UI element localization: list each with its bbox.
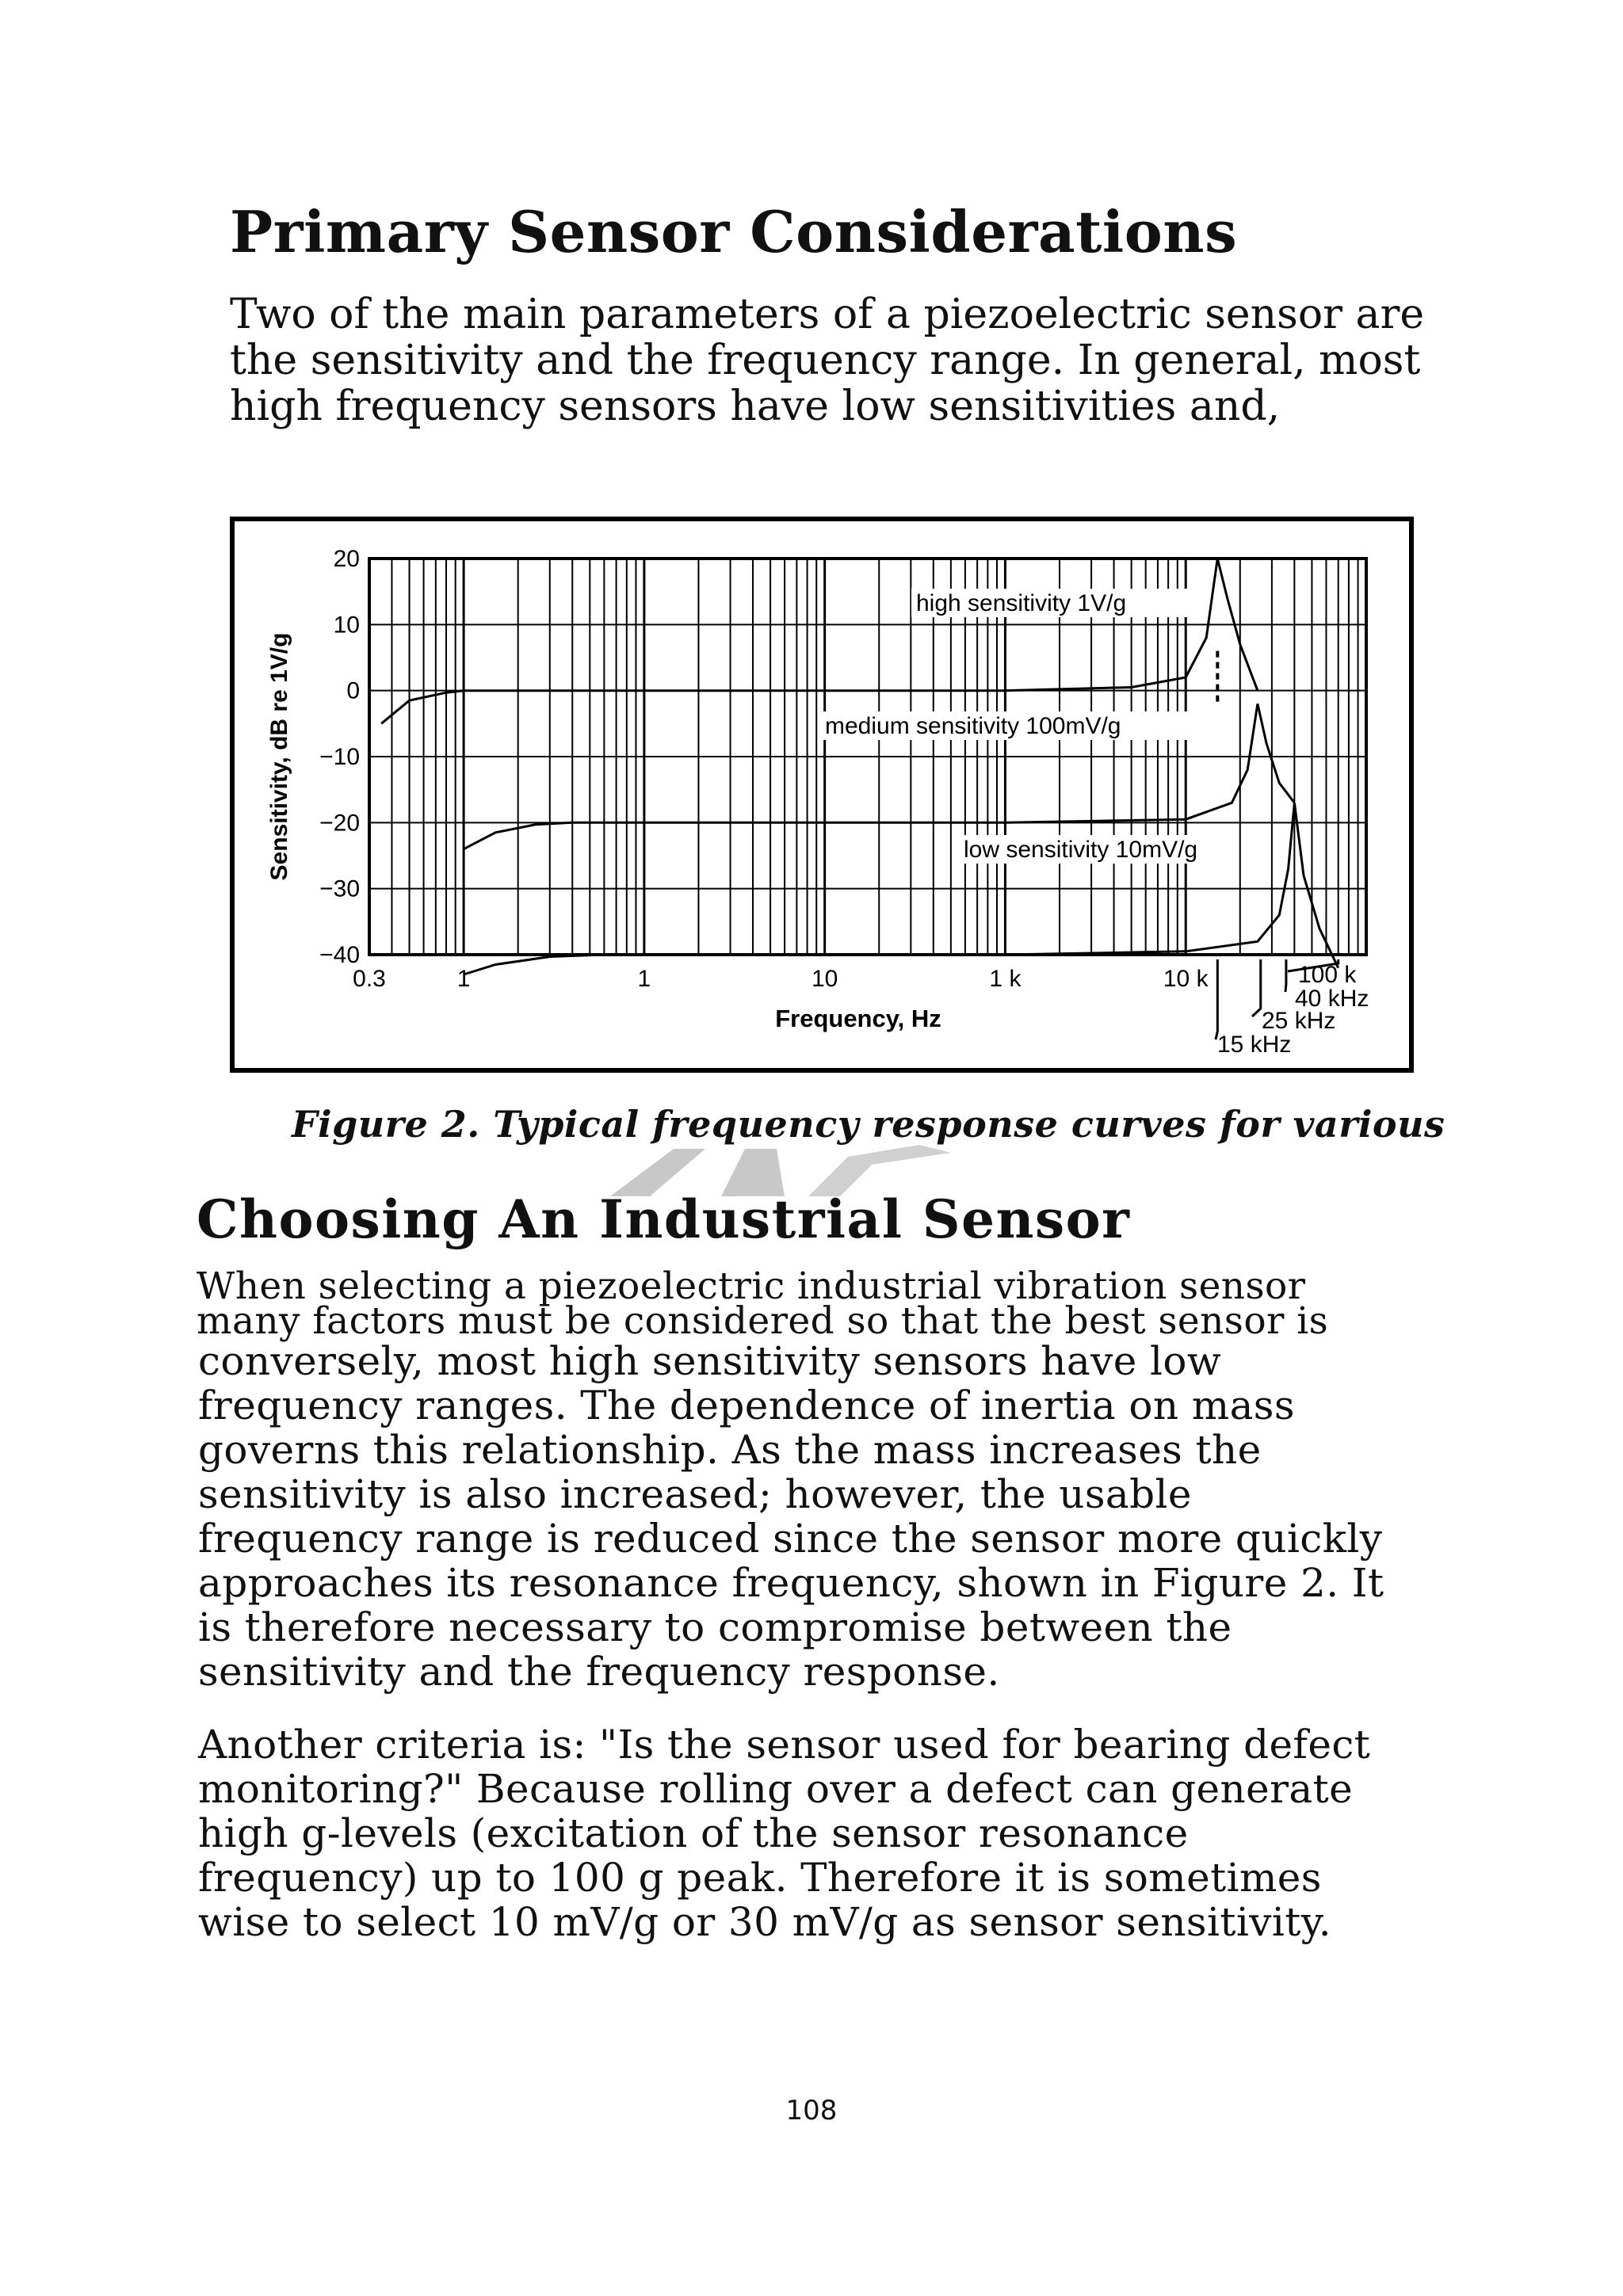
x-tick-label: 1 xyxy=(456,966,471,992)
y-tick-label: 0 xyxy=(346,677,360,704)
intro-line: high frequency sensors have low sensitivities and, xyxy=(230,383,1281,430)
body-line: frequency ranges. The dependence of inertia on mass xyxy=(198,1383,1295,1428)
body-line: monitoring?" Because rolling over a defect can generate xyxy=(198,1766,1354,1812)
resonance-leader-line xyxy=(1216,959,1217,1039)
figure-frame xyxy=(230,517,1414,1073)
x-tick-label: 10 k xyxy=(1163,966,1209,992)
x-tick-label: 10 xyxy=(811,966,838,992)
body-paragraph-bearing xyxy=(198,1722,1370,1944)
section-title: Choosing An Industrial Sensor xyxy=(197,1188,1131,1250)
body-line: sensitivity and the frequency response. xyxy=(198,1649,1000,1695)
intro-paragraph xyxy=(230,292,1424,429)
body-line: frequency) up to 100 g peak. Therefore it is sometimes xyxy=(198,1855,1322,1901)
body-line: is therefore necessary to compromise between the xyxy=(198,1604,1232,1650)
y-tick-label: −20 xyxy=(319,810,360,837)
body-line: frequency range is reduced since the sensor more quickly xyxy=(198,1516,1383,1562)
y-tick-label: 10 xyxy=(333,612,360,639)
series-curve xyxy=(381,559,1258,723)
body-line: conversely, most high sensitivity sensors have low xyxy=(198,1338,1222,1384)
intro-line: the sensitivity and the frequency range. In general, most xyxy=(230,337,1421,384)
page-number: 108 xyxy=(785,2095,838,2126)
y-axis-title: Sensitivity, dB re 1V/g xyxy=(266,632,292,881)
series-label: low sensitivity 10mV/g xyxy=(964,837,1198,863)
resonance-leader-line xyxy=(1252,959,1261,1016)
x-tick-label: 0.3 xyxy=(353,966,386,992)
body-line: sensitivity is also increased; however, the usable xyxy=(198,1471,1192,1517)
series-label: medium sensitivity 100mV/g xyxy=(825,713,1121,739)
figure-caption: Figure 2. Typical frequency response curves for various xyxy=(292,1103,1445,1146)
y-tick-label: −10 xyxy=(319,744,360,770)
x-tick-label: 1 k xyxy=(989,966,1022,992)
x-tick-label: 1 xyxy=(637,966,651,992)
frequency-response-chart xyxy=(235,521,1419,1077)
body-paragraph-sensitivity xyxy=(198,1339,1384,1694)
body-line: governs this relationship. As the mass increases the xyxy=(198,1427,1262,1473)
y-tick-label: −40 xyxy=(319,942,360,968)
section-paragraph xyxy=(197,1266,1328,1342)
resonance-leader-line xyxy=(1285,959,1286,992)
page-title: Primary Sensor Considerations xyxy=(230,198,1238,265)
y-tick-label: −30 xyxy=(319,875,360,902)
y-tick-label: 20 xyxy=(333,546,360,572)
resonance-label: 100 k xyxy=(1298,962,1357,988)
resonance-label: 25 kHz xyxy=(1262,1008,1336,1034)
section-line: When selecting a piezoelectric industrial vibration sensor xyxy=(197,1264,1306,1308)
section-line: many factors must be considered so that the best sensor is xyxy=(197,1299,1329,1343)
body-line: high g-levels (excitation of the sensor resonance xyxy=(198,1810,1189,1856)
series-label: high sensitivity 1V/g xyxy=(916,590,1127,616)
body-line: wise to select 10 mV/g or 30 mV/g as sensor sensitivity. xyxy=(198,1899,1332,1945)
body-line: Another criteria is: "Is the sensor used for bearing defect xyxy=(198,1722,1371,1768)
resonance-label: 40 kHz xyxy=(1295,986,1369,1012)
x-axis-title: Frequency, Hz xyxy=(775,1005,941,1032)
intro-line: Two of the main parameters of a piezoelectric sensor are xyxy=(230,291,1425,338)
resonance-label: 15 kHz xyxy=(1217,1032,1292,1058)
body-line: approaches its resonance frequency, shown in Figure 2. It xyxy=(198,1560,1384,1606)
